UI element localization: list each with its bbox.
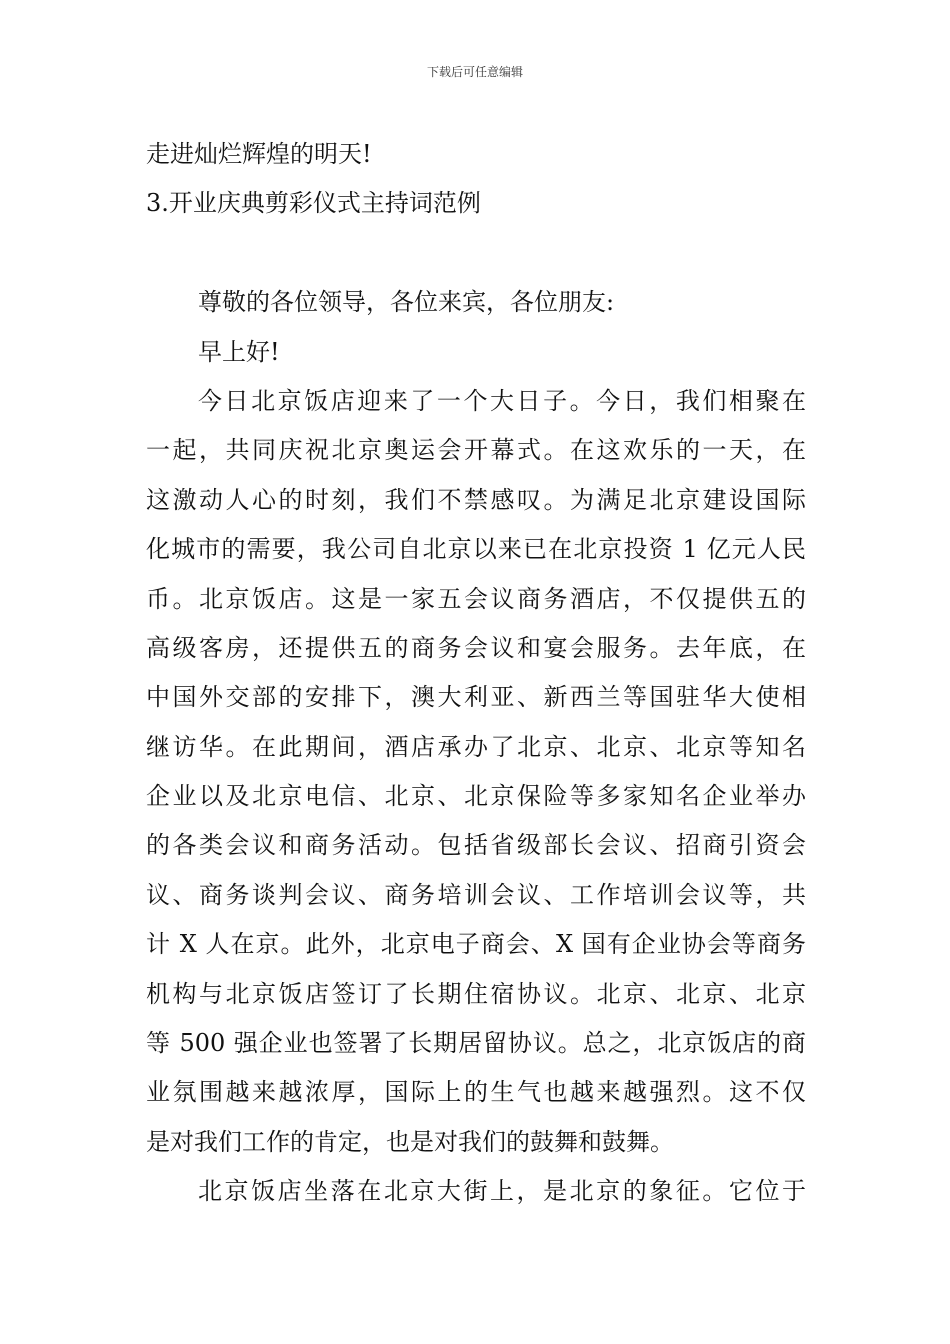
- paragraph-line: 中国外交部的安排下，澳大利亚、新西兰等国驻华大使相: [146, 683, 806, 712]
- paragraph-line: 机构与北京饭店签订了长期住宿协议。北京、北京、北京: [146, 979, 806, 1008]
- paragraph-line: 继访华。在此期间，酒店承办了北京、北京、北京等知名: [146, 732, 806, 761]
- page-header: 下载后可任意编辑: [426, 65, 523, 79]
- paragraph-line: 今日北京饭店迎来了一个大日子。今日，我们相聚在: [198, 386, 806, 415]
- blank-line: [146, 229, 806, 278]
- salutation: 尊敬的各位领导，各位来宾，各位朋友:: [198, 288, 615, 317]
- greeting: 早上好!: [198, 337, 280, 366]
- paragraph-line: 化城市的需要，我公司自北京以来已在北京投资 1 亿元人民: [146, 535, 806, 564]
- paragraph-line: 这激动人心的时刻，我们不禁感叹。为满足北京建设国际: [146, 485, 806, 514]
- document-body: [146, 130, 806, 1217]
- section-heading: 3.开业庆典剪彩仪式主持词范例: [146, 189, 481, 218]
- paragraph-line: 业氛围越来越浓厚，国际上的生气也越来越强烈。这不仅: [146, 1078, 806, 1107]
- paragraph-line: 币。北京饭店。这是一家五会议商务酒店，不仅提供五的: [146, 584, 806, 613]
- paragraph-line: 的各类会议和商务活动。包括省级部长会议、招商引资会: [146, 831, 806, 860]
- paragraph-line: 等 500 强企业也签署了长期居留协议。总之，北京饭店的商: [146, 1029, 806, 1058]
- paragraph-line: 是对我们工作的肯定，也是对我们的鼓舞和鼓舞。: [146, 1127, 674, 1156]
- paragraph-line: 一起，共同庆祝北京奥运会开幕式。在这欢乐的一天，在: [146, 436, 806, 465]
- text-line: 走进灿烂辉煌的明天!: [146, 140, 372, 168]
- paragraph-line: 高级客房，还提供五的商务会议和宴会服务。去年底，在: [146, 633, 806, 662]
- paragraph-line: 议、商务谈判会议、商务培训会议、工作培训会议等，共: [146, 880, 806, 909]
- paragraph-line: 计 X 人在京。此外，北京电子商会、X 国有企业协会等商务: [146, 930, 806, 959]
- paragraph-line: 企业以及北京电信、北京、北京保险等多家知名企业举办: [146, 782, 806, 811]
- paragraph-line: 北京饭店坐落在北京大街上，是北京的象征。它位于: [198, 1177, 806, 1206]
